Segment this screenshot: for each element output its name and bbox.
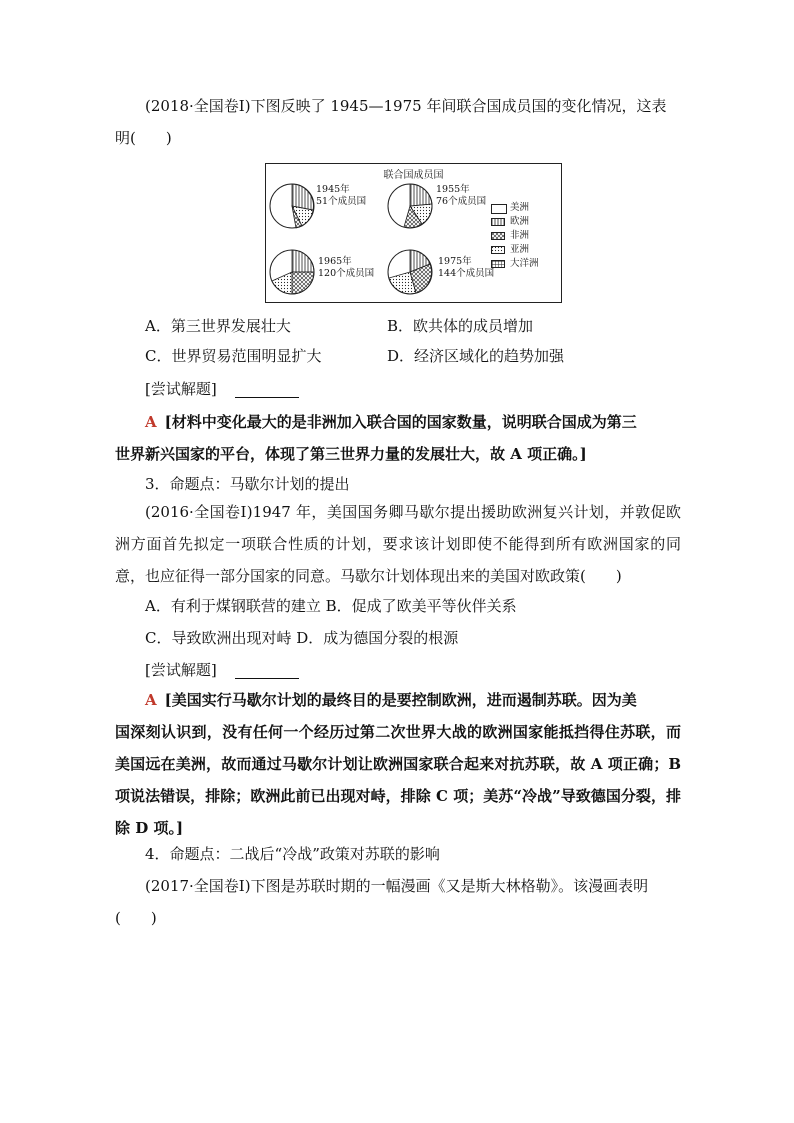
legend-africa: 非洲: [510, 230, 529, 242]
swatch-europe: [491, 218, 505, 226]
pie-1955-label: 1955年 76个成员国: [436, 184, 487, 207]
un-members-figure: [265, 163, 562, 303]
swatch-americas: [491, 204, 507, 214]
legend-oceania: 大洋洲: [510, 258, 539, 270]
q2-explanation-line1: A [材料中变化最大的是非洲加入联合国的国家数量，说明联合国成为第三: [145, 413, 637, 431]
q4-stem-line2: ( ): [115, 909, 157, 927]
q3-explanation-rest: 国深刻认识到，没有任何一个经历过第二次世界大战的欧洲国家能抵挡得住苏联，而美国远在美洲，故而通过马歇尔计划让欧洲国家联合起来对抗苏联，故 A 项正确；B 项说法错误，排除；欧洲此前已出现对峙，排除 C 项；美苏“冷战”导致德国分裂，排除 D 项。]: [115, 723, 681, 837]
q2-stem-line2: 明( ): [115, 129, 172, 147]
q3-stem: (2016·全国卷Ⅰ)1947 年，美国国务卿马歇尔提出援助欧洲复兴计划，并敦促欧洲方面首先拟定一项联合性质的计划，要求该计划即使不能得到所有欧洲国家的同意，也应征得一部分国家的同意。马歇尔计划体现出来的美国对欧政策( ): [115, 503, 681, 585]
q2-option-b: B．欧共体的成员增加: [387, 317, 534, 335]
q3-trial-label: [尝试解题]: [145, 657, 299, 683]
legend-europe: 欧洲: [510, 216, 529, 228]
legend-americas: 美洲: [510, 202, 529, 214]
q3-options-line2: C．导致欧洲出现对峙 D．成为德国分裂的根源: [145, 629, 459, 647]
pie-1965: [268, 248, 316, 296]
swatch-africa: [491, 232, 505, 240]
q2-stem-line1: (2018·全国卷Ⅰ)下图反映了 1945—1975 年间联合国成员国的变化情况，这表: [145, 97, 667, 115]
q2-explanation-line2: 世界新兴国家的平台，体现了第三世界力量的发展壮大，故 A 项正确。]: [115, 445, 587, 463]
q2-answer-letter: A: [145, 413, 157, 431]
q3-heading: 3．命题点：马歇尔计划的提出: [145, 475, 350, 493]
q2-option-c: C．世界贸易范围明显扩大: [145, 347, 322, 365]
pie-1965-label: 1965年 120个成员国: [318, 256, 375, 279]
pie-1975: [386, 248, 434, 296]
q3-answer-letter: A: [145, 691, 157, 709]
pie-1945: [268, 182, 316, 230]
q3-explanation-line1: A [美国实行马歇尔计划的最终目的是要控制欧洲，进而遏制苏联。因为美: [145, 691, 637, 709]
q2-option-d: D．经济区域化的趋势加强: [387, 347, 565, 365]
pie-1945-label: 1945年 51个成员国: [316, 184, 367, 207]
q4-heading: 4．命题点：二战后“冷战”政策对苏联的影响: [145, 845, 440, 863]
q2-option-a: A．第三世界发展壮大: [145, 317, 291, 335]
pie-1975-label: 1975年 144个成员国: [438, 256, 495, 279]
q2-trial-label: [尝试解题]: [145, 376, 299, 402]
figure-title: 联合国成员国: [383, 170, 444, 181]
swatch-oceania: [491, 260, 505, 268]
answer-blank: [235, 662, 299, 679]
q3-options-line1: A．有利于煤钢联营的建立 B．促成了欧美平等伙伴关系: [145, 597, 517, 615]
swatch-asia: [491, 246, 505, 254]
answer-blank: [235, 381, 299, 398]
legend-asia: 亚洲: [510, 244, 529, 256]
pie-1955: [386, 182, 434, 230]
q4-stem-line1: (2017·全国卷Ⅰ)下图是苏联时期的一幅漫画《又是斯大林格勒》。该漫画表明: [145, 877, 649, 895]
